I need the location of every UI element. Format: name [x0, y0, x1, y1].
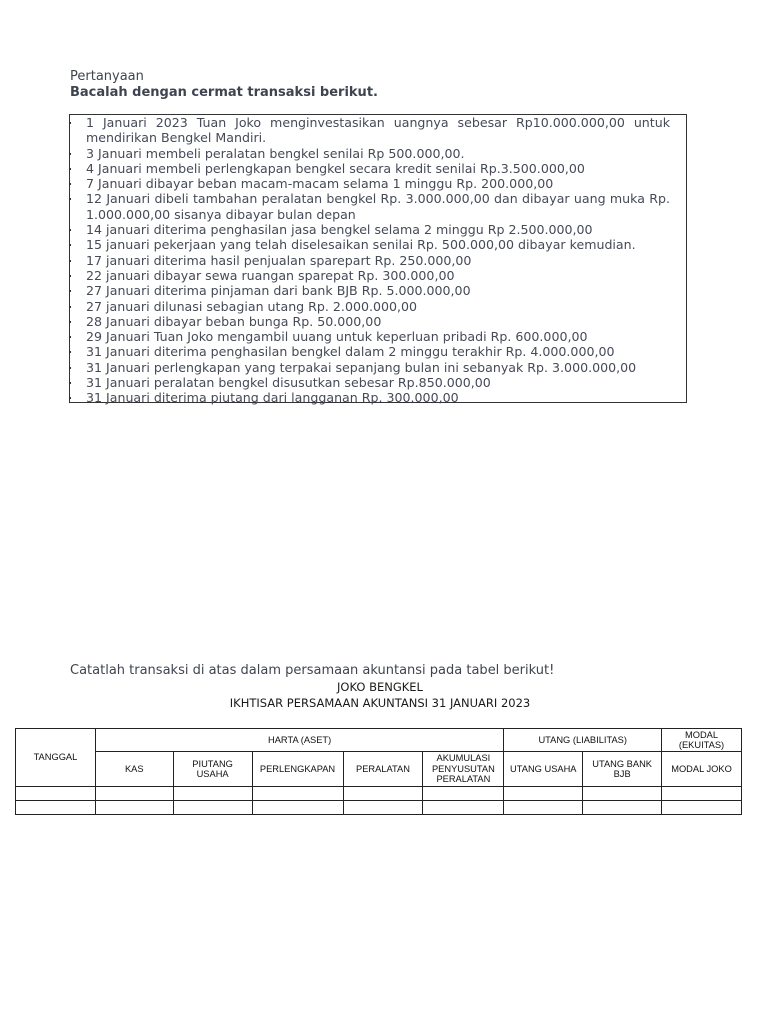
col-bank-line1: UTANG BANK: [592, 758, 652, 769]
question-label: Pertanyaan: [70, 69, 144, 84]
col-kas: KAS: [95, 752, 173, 787]
col-akum-line1: AKUMULASI: [436, 753, 491, 764]
table-cell[interactable]: [504, 787, 583, 801]
table-cell[interactable]: [423, 801, 504, 815]
header-modal-line2: (EKUITAS): [678, 740, 725, 750]
table-cell[interactable]: [252, 787, 343, 801]
header-modal: [662, 729, 742, 752]
col-utang-usaha: UTANG USAHA: [504, 752, 583, 787]
transaction-item: 15 januari pekerjaan yang telah diselesaikan senilai Rp. 500.000,00 dibayar kemudian.: [70, 237, 686, 252]
header-utang: UTANG (LIABILITAS): [504, 729, 662, 752]
transaction-item: 31 Januari diterima penghasilan bengkel dalam 2 minggu terakhir Rp. 4.000.000,00: [70, 344, 686, 359]
table-cell[interactable]: [662, 787, 742, 801]
col-perlengkapan: PERLENGKAPAN: [252, 752, 343, 787]
table-cell[interactable]: [504, 801, 583, 815]
table-cell[interactable]: [423, 787, 504, 801]
table-row: [16, 801, 742, 815]
transaction-item: 14 januari diterima penghasilan jasa bengkel selama 2 minggu Rp 2.500.000,00: [70, 222, 686, 237]
transaction-item: 1 Januari 2023 Tuan Joko menginvestasikan uangnya sebesar Rp10.000.000,00 untuk mendirikan Bengkel Mandiri.: [70, 115, 686, 146]
table-cell[interactable]: [16, 787, 96, 801]
accounting-equation-table: [15, 728, 742, 815]
header-modal-line1: MODAL: [684, 729, 719, 740]
table-cell[interactable]: [343, 801, 423, 815]
col-akumulasi-penyusutan: [423, 752, 504, 787]
table-cell[interactable]: [173, 787, 252, 801]
col-akum-line3: PERALATAN: [436, 774, 491, 785]
table-cell[interactable]: [95, 801, 173, 815]
table-cell[interactable]: [16, 801, 96, 815]
table-cell[interactable]: [583, 787, 662, 801]
transaction-item: 12 Januari dibeli tambahan peralatan bengkel Rp. 3.000.000,00 dan dibayar uang muka Rp. 1.000.000,00 sisanya dibayar bulan depan: [70, 191, 686, 222]
instruction-text: Catatlah transaksi di atas dalam persamaan akuntansi pada tabel berikut!: [70, 663, 555, 678]
question-intro: Bacalah dengan cermat transaksi berikut.: [70, 85, 378, 100]
col-peralatan: PERALATAN: [343, 752, 423, 787]
col-akum-line2: PENYUSUTAN: [431, 763, 495, 774]
transaction-item: 29 Januari Tuan Joko mengambil uuang untuk keperluan pribadi Rp. 600.000,00: [70, 329, 686, 344]
transaction-box: [69, 114, 687, 406]
header-tanggal: TANGGAL: [16, 729, 96, 787]
table-cell[interactable]: [662, 801, 742, 815]
table-row: [16, 787, 742, 801]
transaction-item: 31 Januari peralatan bengkel disusutkan sebesar Rp.850.000,00: [70, 375, 686, 390]
table-cell[interactable]: [252, 801, 343, 815]
company-name: JOKO BENGKEL: [337, 680, 423, 694]
table-cell[interactable]: [343, 787, 423, 801]
transaction-item: 27 januari dilunasi sebagian utang Rp. 2.000.000,00: [70, 299, 686, 314]
table-cell[interactable]: [173, 801, 252, 815]
transaction-item: 28 Januari dibayar beban bunga Rp. 50.000,00: [70, 314, 686, 329]
transaction-item: 17 januari diterima hasil penjualan sparepart Rp. 250.000,00: [70, 253, 686, 268]
col-utang-bank-bjb: [583, 752, 662, 787]
transaction-item: 27 Januari diterima pinjaman dari bank BJB Rp. 5.000.000,00: [70, 283, 686, 298]
table-cell[interactable]: [583, 801, 662, 815]
transaction-item: 31 Januari diterima piutang dari langganan Rp. 300.000,00: [70, 390, 686, 405]
transaction-item: 31 Januari perlengkapan yang terpakai sepanjang bulan ini sebanyak Rp. 3.000.000,00: [70, 360, 686, 375]
table-cell[interactable]: [95, 787, 173, 801]
col-piutang-line1: PIUTANG: [192, 758, 233, 769]
report-title: IKHTISAR PERSAMAAN AKUNTANSI 31 JANUARI 2023: [229, 696, 531, 710]
col-piutang-usaha: [173, 752, 252, 787]
question-header: [70, 69, 690, 101]
transaction-item: 7 Januari dibayar beban macam-macam selama 1 minggu Rp. 200.000,00: [70, 176, 686, 191]
header-harta: HARTA (ASET): [95, 729, 503, 752]
transaction-list: [70, 115, 686, 406]
transaction-item: 4 Januari membeli perlengkapan bengkel secara kredit senilai Rp.3.500.000,00: [70, 161, 686, 176]
col-piutang-line2: USAHA: [196, 769, 229, 779]
col-bank-line2: BJB: [613, 769, 631, 779]
col-modal-joko: MODAL JOKO: [662, 752, 742, 787]
transaction-item: 3 Januari membeli peralatan bengkel senilai Rp 500.000,00.: [70, 146, 686, 161]
transaction-item: 22 januari dibayar sewa ruangan sparepat Rp. 300.000,00: [70, 268, 686, 283]
